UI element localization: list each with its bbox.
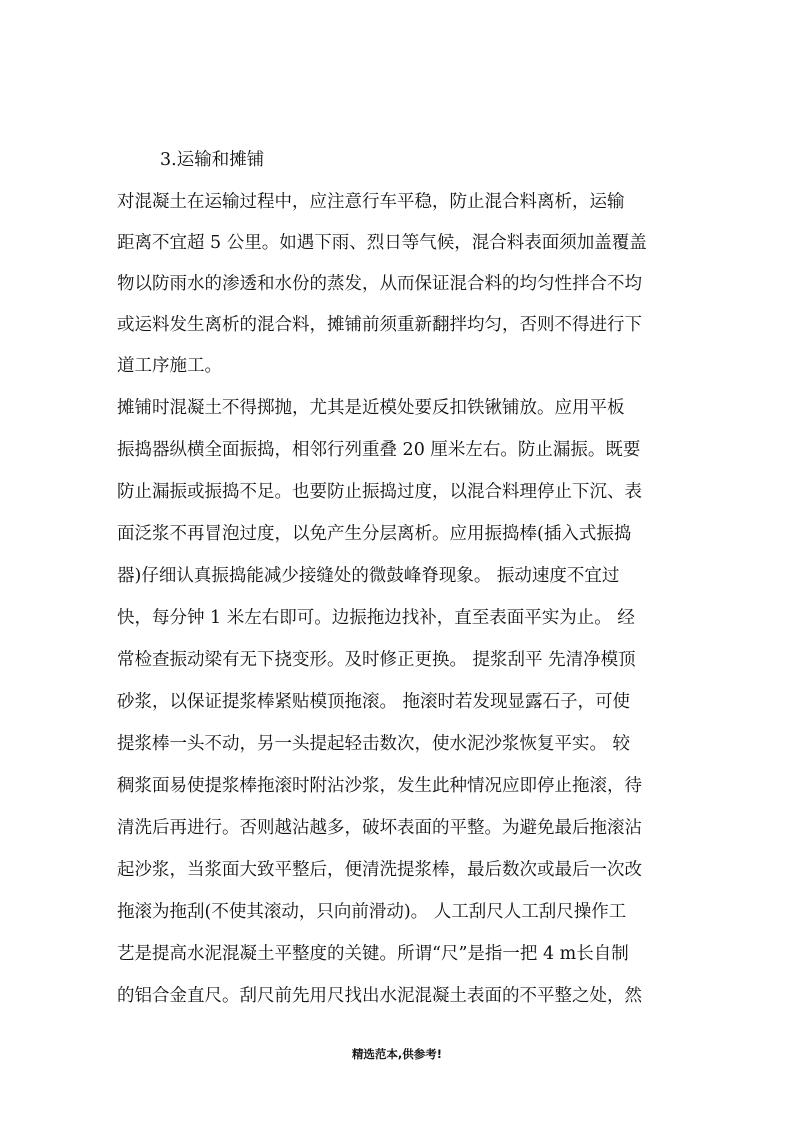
body-line-5: 道工序施工。 xyxy=(117,356,222,376)
body-line-1: 对混凝土在运输过程中，应注意行车平稳，防止混合料离析，运输 xyxy=(117,192,625,212)
body-line-2: 距离不宜超 5 公里。如遇下雨、烈日等气候，混合料表面须加盖覆盖 xyxy=(117,233,647,253)
body-line-10: 器)仔细认真振捣能减少接缝处的微鼓峰脊现象。 振动速度不宜过 xyxy=(117,566,620,586)
body-line-20: 的铝合金直尺。刮尺前先用尺找出水泥混凝土表面的不平整之处，然 xyxy=(117,986,642,1006)
body-line-3: 物以防雨水的渗透和水份的蒸发，从而保证混合料的均匀性拌合不均 xyxy=(117,274,642,294)
body-line-4: 或运料发生离析的混合料，摊铺前须重新翻拌均匀，否则不得进行下 xyxy=(117,315,642,335)
body-line-13: 砂浆，以保证提浆棒紧贴模顶拖滚。 拖滚时若发现显露石子，可使 xyxy=(117,692,631,712)
body-line-19: 艺是提高水泥混凝土平整度的关键。所谓“尺”是指一把 4 m长自制 xyxy=(117,944,629,964)
body-line-8: 防止漏振或振捣不足。也要防止振捣过度，以混合料理停止下沉、表 xyxy=(117,482,642,502)
body-line-14: 提浆棒一头不动，另一头提起轻击数次，使水泥沙浆恢复平实。 较 xyxy=(117,734,631,754)
section-heading: 3.运输和摊铺 xyxy=(160,150,265,170)
body-line-15: 稠浆面易使提浆棒拖滚时附沾沙浆，发生此种情况应即停止拖滚，待 xyxy=(117,776,642,796)
body-line-6: 摊铺时混凝土不得掷抛，尤其是近模处要反扣铁锹铺放。应用平板 xyxy=(117,398,625,418)
body-line-17: 起沙浆，当浆面大致平整后，便清洗提浆棒，最后数次或最后一次改 xyxy=(117,860,642,880)
page-footer: 精选范本,供参考! xyxy=(351,1047,443,1061)
body-line-12: 常检查振动梁有无下挠变形。及时修正更换。 提浆刮平 先清净模顶 xyxy=(117,650,636,670)
body-line-9: 面泛浆不再冒泡过度，以免产生分层离析。应用振捣棒(插入式振捣 xyxy=(117,524,632,544)
body-line-7: 振捣器纵横全面振捣，相邻行列重叠 20 厘米左右。防止漏振。既要 xyxy=(117,440,641,460)
body-line-16: 清洗后再进行。否则越沾越多，破坏表面的平整。为避免最后拖滚沾 xyxy=(117,818,642,838)
body-line-11: 快，每分钟 1 米左右即可。边振拖边找补，直至表面平实为止。 经 xyxy=(117,608,635,628)
body-line-18: 拖滚为拖刮(不使其滚动，只向前滑动)。 人工刮尺人工刮尺操作工 xyxy=(117,902,627,922)
